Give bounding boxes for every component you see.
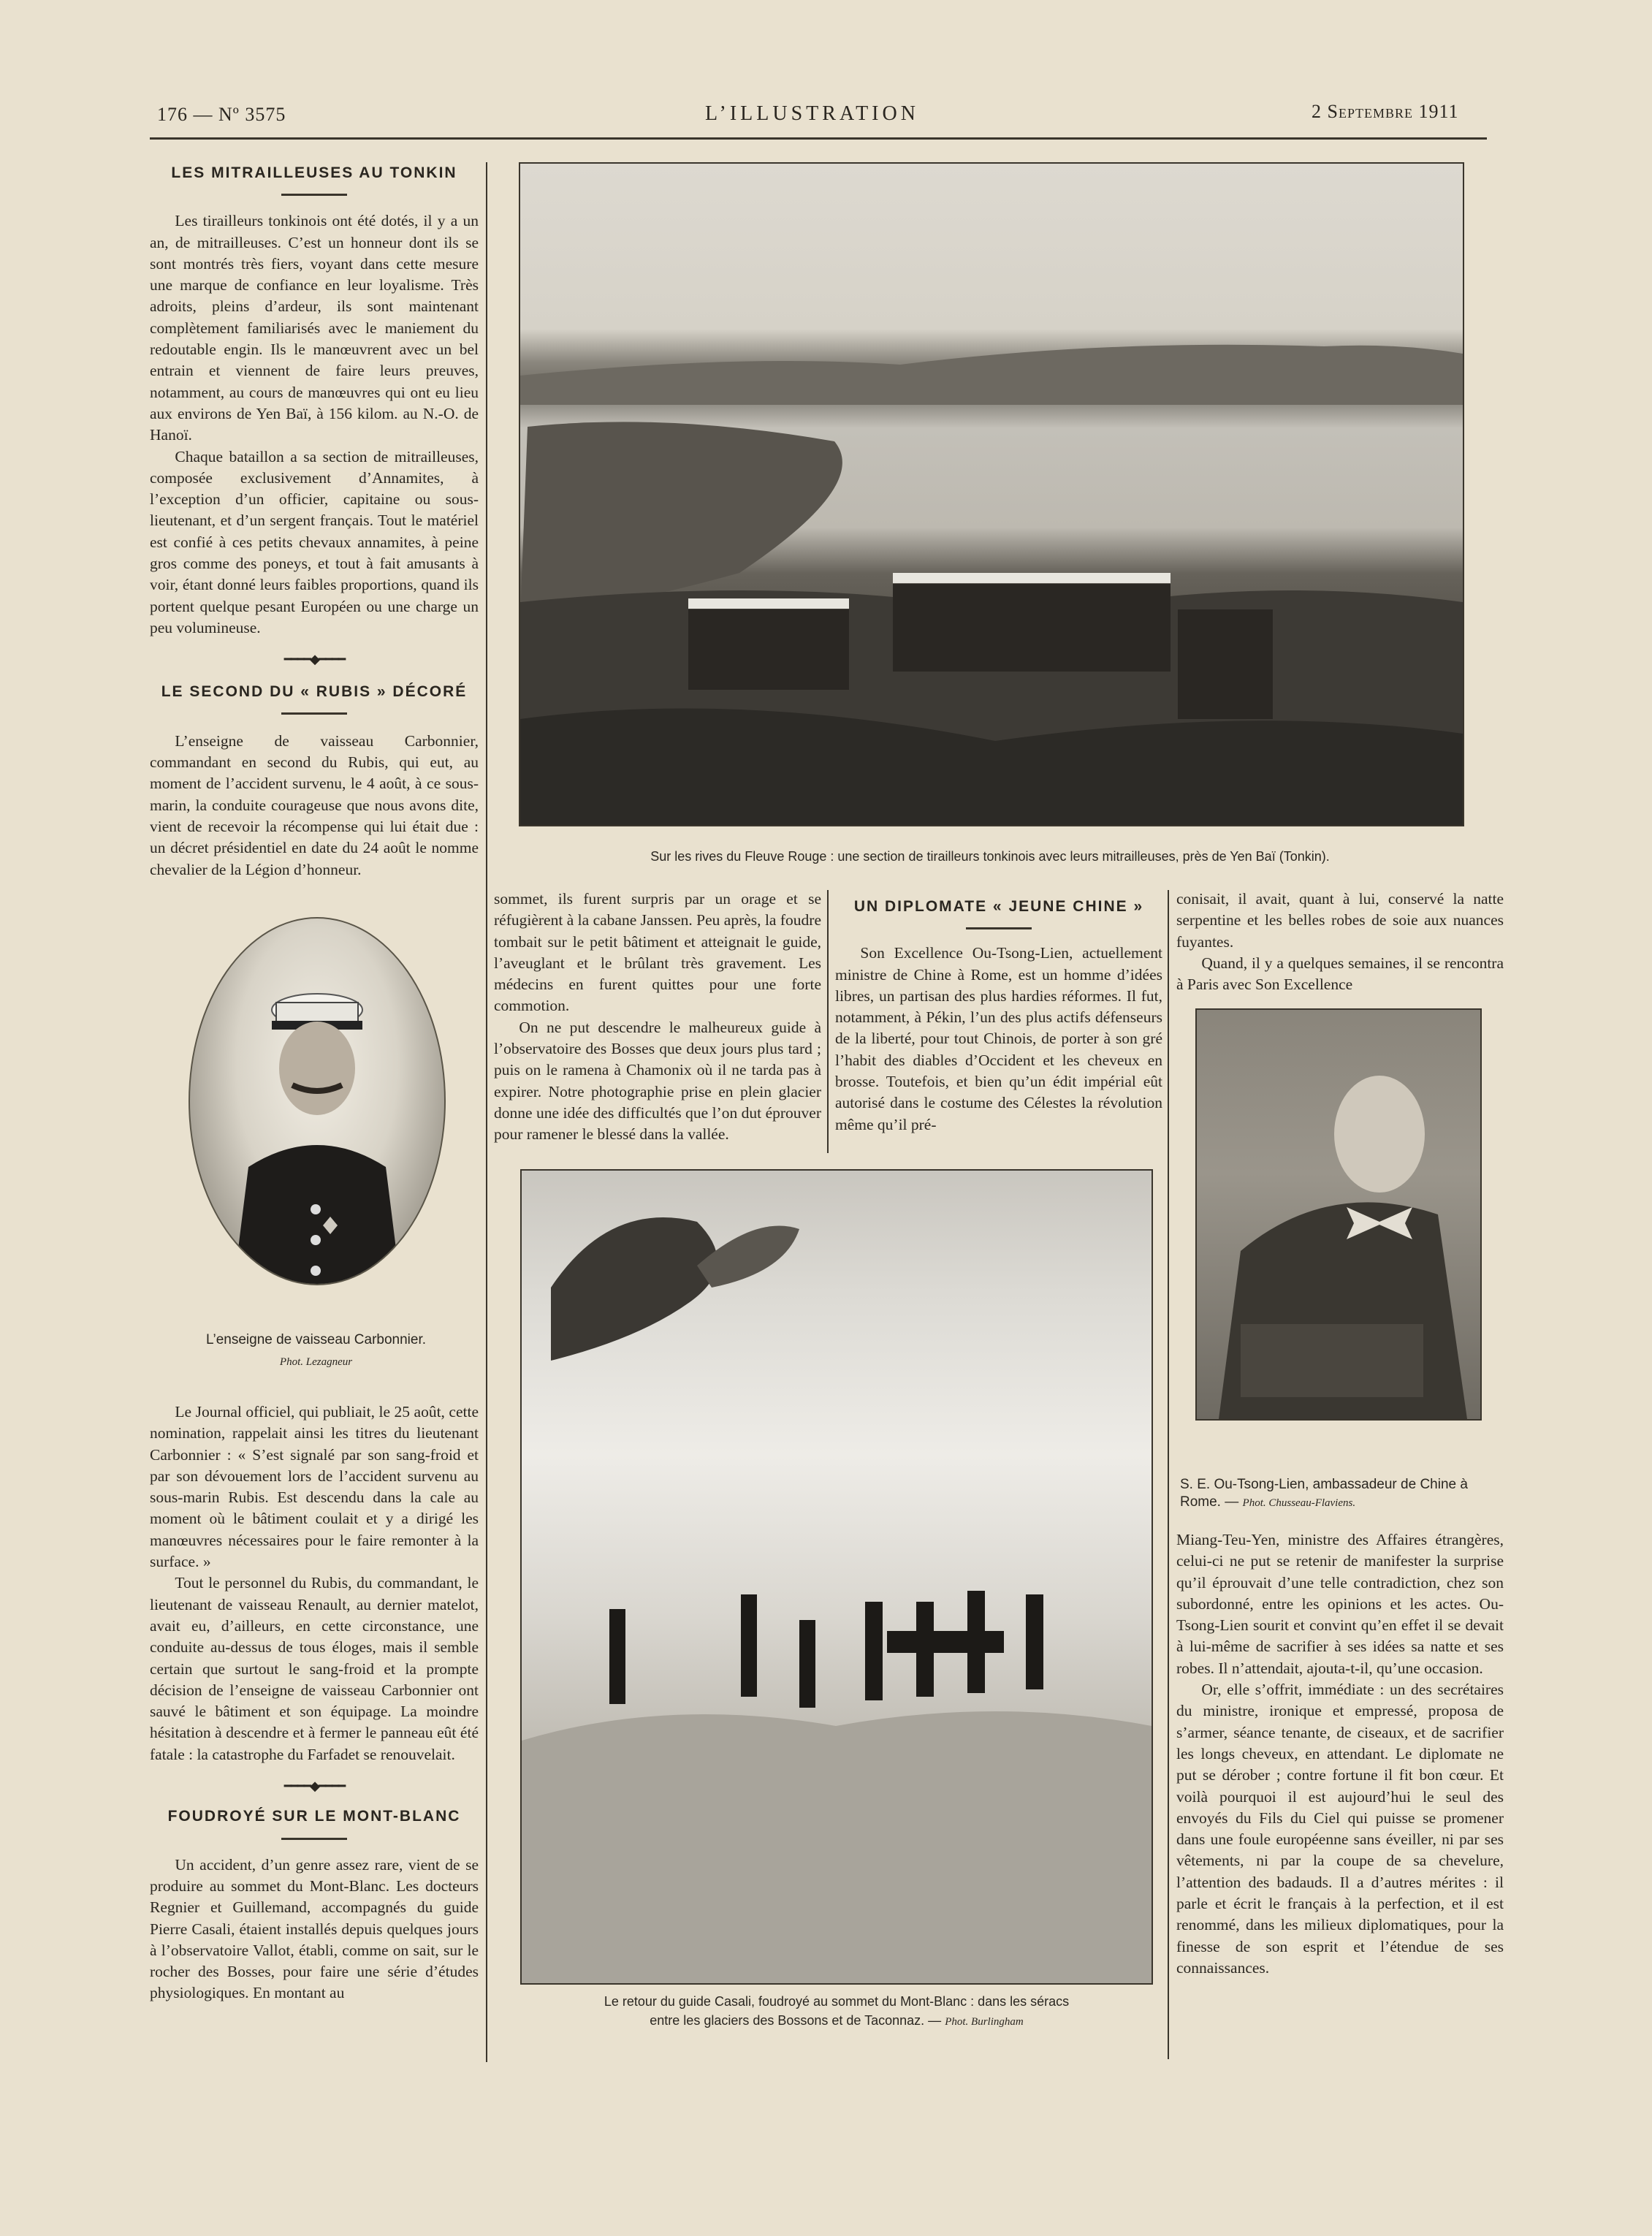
- paragraph: Son Excellence Ou-Tsong-Lien, actuellement ministre de Chine à Rome, est un homme d’idées libres, un partisan des plus hardies réformes. Il fut, notamment, à Pékin, l’un des plus actifs défenseurs de la liberté, pour tout Chinois, de porter à son gré l’habit des diables d’Occident et les cheveux en brosse. Toutefois, et bien qu’un édit impérial eût autorisé dans le costume des Célestes la révolution même qu’il pré-: [835, 944, 1162, 1133]
- paragraph: Un accident, d’un genre assez rare, vient de se produire au sommet du Mont-Blanc. Les docteurs Regnier et Guillemand, accompagnés du guide Pierre Casali, étaient installés depuis quelques jours à l’observatoire Vallot, établi, comme on sait, sur le rocher des Bosses, pour faire une série d’études physiologiques. En montant au: [150, 1855, 479, 2002]
- river-caption: Sur les rives du Fleuve Rouge : une section de tirailleurs tonkinois avec leurs mitrailleuses, près de Yen Baï (Tonkin).: [650, 849, 1330, 864]
- paragraph: sommet, ils furent surpris par un orage et se réfugièrent à la cabane Janssen. Peu après, la foudre tombait sur le petit bâtiment et atteignait le guide, l’aveuglant et le brûlant très gravement. Les médecins en furent quittes pour une forte commotion.: [494, 890, 821, 1015]
- column-divider-right: [1168, 890, 1169, 2059]
- heading-dash: [281, 194, 347, 196]
- glacier-caption-line2: entre les glaciers des Bossons et de Taconnaz. —: [650, 2013, 942, 2028]
- glacier-credit: Phot. Burlingham: [945, 2016, 1024, 2028]
- right-column-lower: [1176, 1529, 1504, 1979]
- ornament-divider: ━━━━◆━━━━: [283, 652, 345, 667]
- river-photo: [519, 162, 1464, 826]
- paragraph: On ne put descendre le malheureux guide à l’observatoire des Bosses que deux jours plus tard ; puis on le ramena à Chamonix où il ne tarda pas à expirer. Notre photographie prise en plein glacier donne une idée des difficultés que l’on dut éprouver pour ramener le blessé dans la vallée.: [494, 1018, 821, 1144]
- paragraph: Tout le personnel du Rubis, du commandant, le lieutenant de vaisseau Renault, au dernier matelot, avait eu, d’ailleurs, en cette circonstance, une conduite au-dessus de tous éloges, mais il semble certain que surtout le sang-froid et la prompte décision de l’enseigne de vaisseau Carbonnier ont sauvé le bâtiment et son équipage. La moindre hésitation à descendre et à fermer le panneau eût été fatale : la catastrophe du Farfadet se renouvelait.: [150, 1574, 479, 1763]
- ou-tsong-caption-wrap: [1180, 1476, 1501, 1512]
- right-column-top: [1176, 889, 1504, 995]
- heading-dash: [966, 927, 1032, 929]
- carbonnier-caption: L’enseigne de vaisseau Carbonnier.: [205, 1332, 427, 1347]
- column-divider-left: [486, 162, 487, 2062]
- glacier-photo: [520, 1169, 1153, 1985]
- left-column-lower: [150, 1402, 479, 2004]
- paragraph: conisait, il avait, quant à lui, conservé la natte serpentine et les belles robes de soie aux nuances fuyantes.: [1176, 890, 1504, 951]
- carbonnier-credit-wrap: [153, 1352, 479, 1371]
- issue-date: 2 Septembre 1911: [1312, 101, 1459, 122]
- glacier-caption-line2-wrap: [515, 2012, 1158, 2031]
- header-rule: [150, 137, 1487, 140]
- ou-tsong-lien-portrait: [1195, 1008, 1482, 1421]
- paragraph: Or, elle s’offrit, immédiate : un des secrétaires du ministre, ironique et empressé, proposa de s’armer, séance tenante, de ciseaux, et de sacrifier les longs cheveux, en attendant. Le diplomate ne put se dérober ; contre fortune il fit bon cœur. Et voilà pourquoi il est aujourd’hui le seul des envoyés du Fils du Ciel qui puisse se promener dans une foule européenne sans éveiller, ni par ses vêtements, ni par la coupe de sa chevelure, l’attention des badauds. Il a d’autres mérites : il parle et écrit le français à la perfection, et il est renommé, dans les milieux diplomatiques, pour la finesse de son esprit et l’étendue de ses connaissances.: [1176, 1681, 1504, 1977]
- column-divider-mid: [827, 890, 829, 1153]
- heading-dash: [281, 712, 347, 715]
- paragraph: Le Journal officiel, qui publiait, le 25 août, cette nomination, rappelait ainsi les titres du lieutenant Carbonnier : « S’est signalé par son sang-froid et par son dévouement lors de l’accident survenu au sous-marin Rubis. Est descendu dans la cale au moment où le bâtiment coulait et y a dirigé les manœuvres nécessaires pour le faire remonter à la surface. »: [150, 1403, 479, 1571]
- heading-dash: [281, 1838, 347, 1840]
- paragraph: Chaque bataillon a sa section de mitrailleuses, composée exclusivement d’Annamites, à l’exception d’un officier, capitaine ou sous-lieutenant, et d’un sergent français. Tout le matériel est confié à ces petits chevaux annamites, à peine gros comme des poneys, et tout à fait amusants à voir, étant donné leurs faibles proportions, quand ils portent quelque pesant Européen ou une charge un peu volumineuse.: [150, 447, 479, 636]
- ornament-divider: ━━━━◆━━━━: [283, 1779, 345, 1794]
- masthead: L’ILLUSTRATION: [705, 102, 919, 125]
- paragraph: Miang-Teu-Yen, ministre des Affaires étrangères, celui-ci ne put se retenir de manifester la surprise qu’il éprouvait d’une telle contradiction, chez son subordonné, entre les opinions et les actes. Ou-Tsong-Lien sourit et convint qu’en effet il se devait à lui-même de sacrifier à ses idées sa natte et ses robes. Il n’attendait, ajouta-t-il, qu’une occasion.: [1176, 1531, 1504, 1677]
- heading-rubis: LE SECOND DU « RUBIS » DÉCORÉ: [161, 682, 468, 700]
- heading-mitrailleuses: LES MITRAILLEUSES AU TONKIN: [171, 164, 457, 181]
- carbonnier-credit: Phot. Lezagneur: [279, 1356, 353, 1368]
- carbonnier-portrait: [189, 917, 446, 1285]
- paragraph: Les tirailleurs tonkinois ont été dotés, il y a un an, de mitrailleuses. C’est un honneur dont ils se sont montrés très fiers, voyant dans cette mesure une marque de confiance en leur loyalisme. Très adroits, pleins d’ardeur, ils sont maintenant complètement familiarisés avec le maniement du redoutable engin. Ils le manœuvrent avec un bel entrain et viennent de faire leurs preuves, notamment, au cours de manœuvres qui ont eu lieu aux environs de Yen Baï, à 156 kilom. au N.-O. de Hanoï.: [150, 212, 479, 444]
- paragraph: L’enseigne de vaisseau Carbonnier, commandant en second du Rubis, qui eut, au moment de l’accident survenu, le 4 août, à ce sous-marin, la conduite courageuse que nous avons dite, vient de recevoir la récompense qui lui était due : un décret présidentiel en date du 24 août le nomme chevalier de la Légion d’honneur.: [150, 731, 479, 878]
- ou-tsong-caption: S. E. Ou-Tsong-Lien, ambassadeur de Chine à Rome. —: [1180, 1477, 1468, 1510]
- paragraph: Quand, il y a quelques semaines, il se rencontra à Paris avec Son Excellence: [1176, 954, 1504, 994]
- page-number: 176 — Nº 3575: [157, 104, 286, 125]
- diplomate-column: [835, 896, 1162, 1136]
- heading-mont-blanc: FOUDROYÉ SUR LE MONT-BLANC: [167, 1808, 461, 1825]
- heading-diplomate: UN DIPLOMATE « JEUNE CHINE »: [853, 898, 1144, 915]
- ou-tsong-credit: Phot. Chusseau-Flaviens.: [1242, 1497, 1356, 1509]
- left-column: [150, 162, 479, 881]
- middle-column: [494, 889, 821, 1146]
- glacier-caption-line1: Le retour du guide Casali, foudroyé au sommet du Mont-Blanc : dans les séracs: [604, 1994, 1070, 2009]
